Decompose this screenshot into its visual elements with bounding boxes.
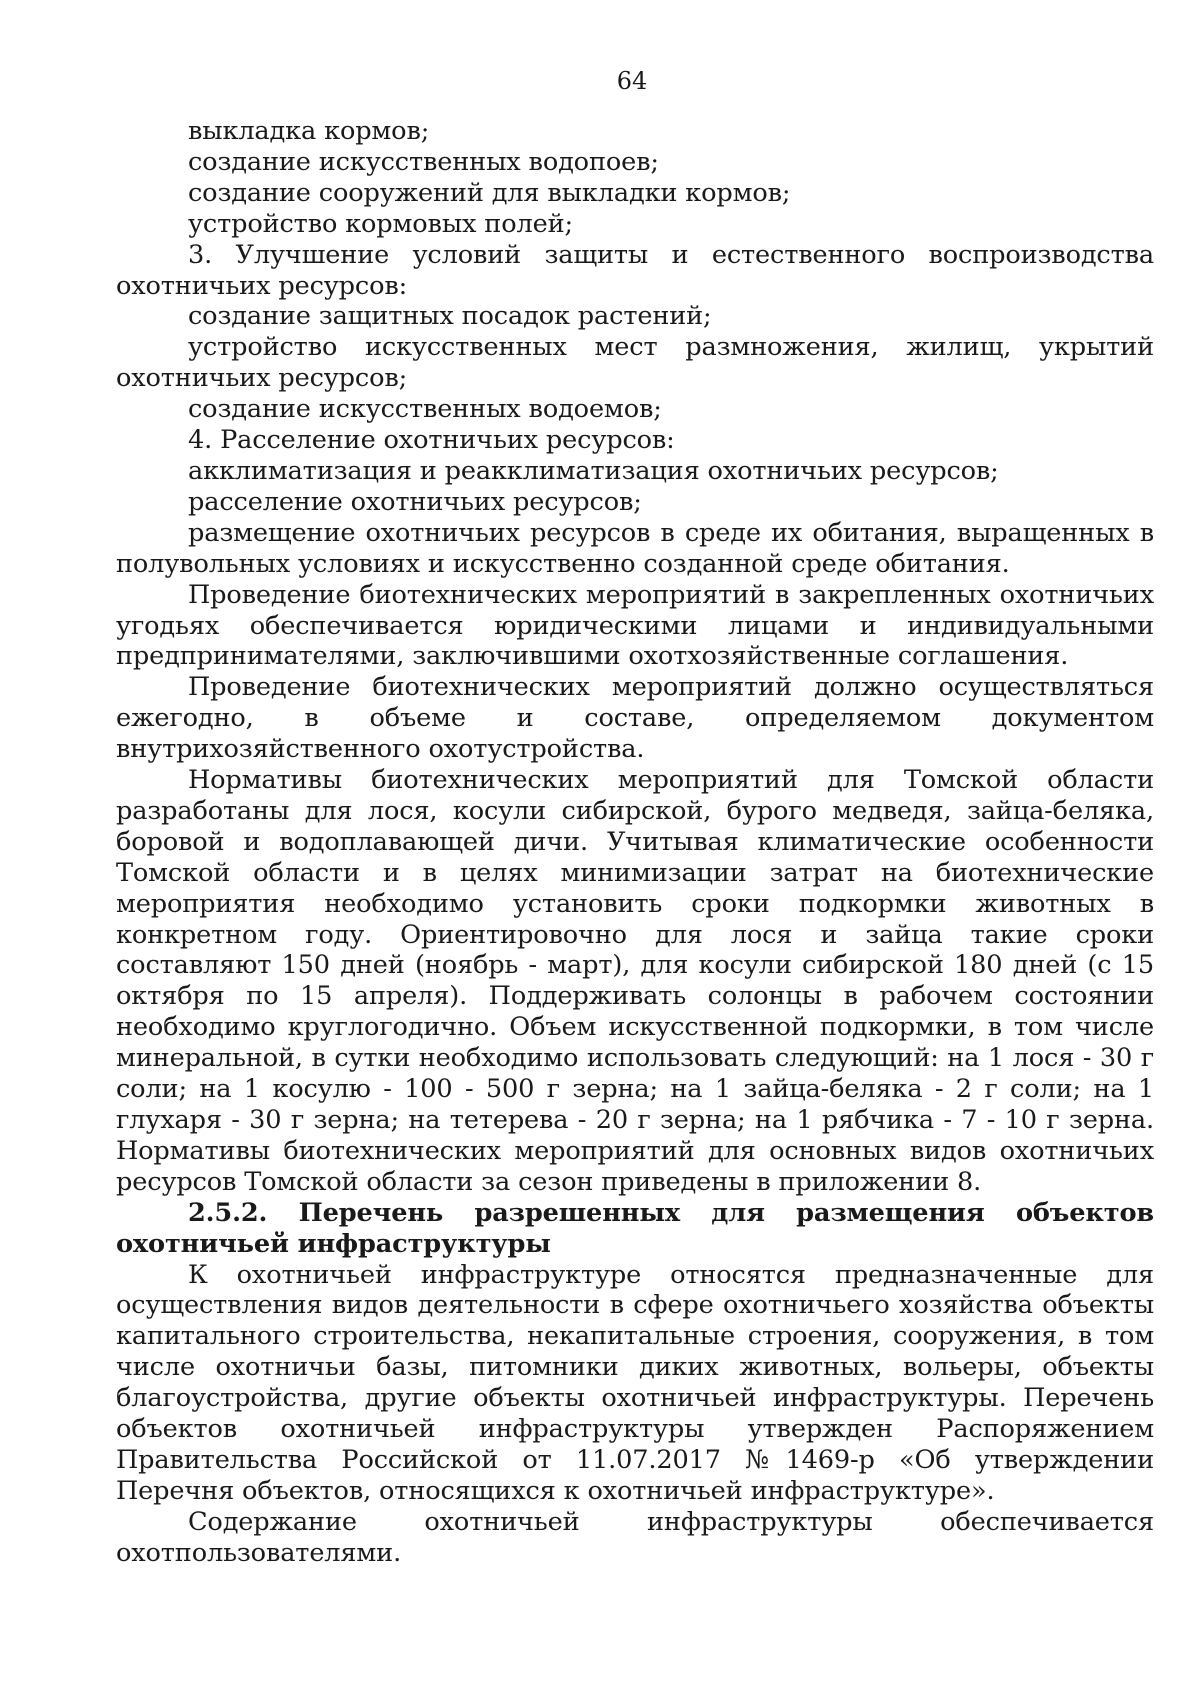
section-heading: 2.5.2. Перечень разрешенных для размещения объектов охотничьей инфраструктуры [116, 1197, 1154, 1259]
list-item: создание искусственных водопоев; [188, 146, 659, 177]
paragraph: Нормативы биотехнических мероприятий для Томской области разработаны для лося, косули сибирской, бурого медведя, зайца-беляка, боровой и водоплавающей дичи. Учитывая климатические особенности Томской области и в целях минимизации затрат на биотехнические мероприятия необходимо установить сроки подкормки животных в конкретном году. Ориентировочно для лося и зайца такие сроки составляют 150 дней (ноябрь - март), для косули сибирской 180 дней (с 15 октября по 15 апреля). Поддерживать солонцы в рабочем состоянии необходимо круглогодично. Объем искусственной подкормки, в том числе минеральной, в сутки необходимо использовать следующий: на 1 лося - 30 г соли; на 1 косулю - 100 - 500 г зерна; на 1 зайца-беляка - 2 г соли; на 1 глухаря - 30 г зерна; на тетерева - 20 г зерна; на 1 рябчика - 7 - 10 г зерна. Нормативы биотехнических мероприятий для основных видов охотничьих ресурсов Томской области за сезон приведены в приложении 8. [116, 765, 1154, 1197]
list-group-title: 4. Расселение охотничьих ресурсов: [188, 425, 675, 456]
paragraph: Проведение биотехнических мероприятий должно осуществляться ежегодно, в объеме и составе, определяемом документом внутрихозяйственного охотустройства. [116, 672, 1154, 765]
list-item: устройство кормовых полей; [188, 208, 573, 239]
list-item: устройство искусственных мест размножения, жилищ, укрытий охотничьих ресурсов; [116, 332, 1154, 394]
list-group-title: 3. Улучшение условий защиты и естественного воспроизводства охотничьих ресурсов: [116, 239, 1154, 301]
list-item: создание защитных посадок растений; [188, 301, 712, 332]
paragraph: К охотничьей инфраструктуре относятся предназначенные для осуществления видов деятельности в сфере охотничьего хозяйства объекты капитального строительства, некапитальные строения, сооружения, в том числе охотничьи базы, питомники диких животных, вольеры, объекты благоустройства, другие объекты охотничьей инфраструктуры. Перечень объектов охотничьей инфраструктуры утвержден Распоряжением Правительства Российской от 11.07.2017 №1469-р «Об утверждении Перечня объектов, относящихся к охотничьей инфраструктуре». [116, 1259, 1154, 1506]
document-body [116, 116, 1154, 1569]
list-item: создание сооружений для выкладки кормов; [188, 177, 791, 208]
list-item: расселение охотничьих ресурсов; [188, 486, 642, 517]
list-item: размещение охотничьих ресурсов в среде их обитания, выращенных в полувольных условиях и искусственно созданной среде обитания. [116, 517, 1154, 579]
list-item: акклиматизация и реакклиматизация охотничьих ресурсов; [188, 455, 999, 486]
list-item: создание искусственных водоемов; [188, 394, 662, 425]
page-number: 64 [616, 67, 648, 95]
paragraph: Проведение биотехнических мероприятий в закрепленных охотничьих угодьях обеспечивается юридическими лицами и индивидуальными предпринимателями, заключившими охотхозяйственные соглашения. [116, 579, 1154, 672]
paragraph: Содержание охотничьей инфраструктуры обеспечивается охотпользователями. [116, 1506, 1154, 1568]
list-item: выкладка кормов; [188, 116, 430, 146]
